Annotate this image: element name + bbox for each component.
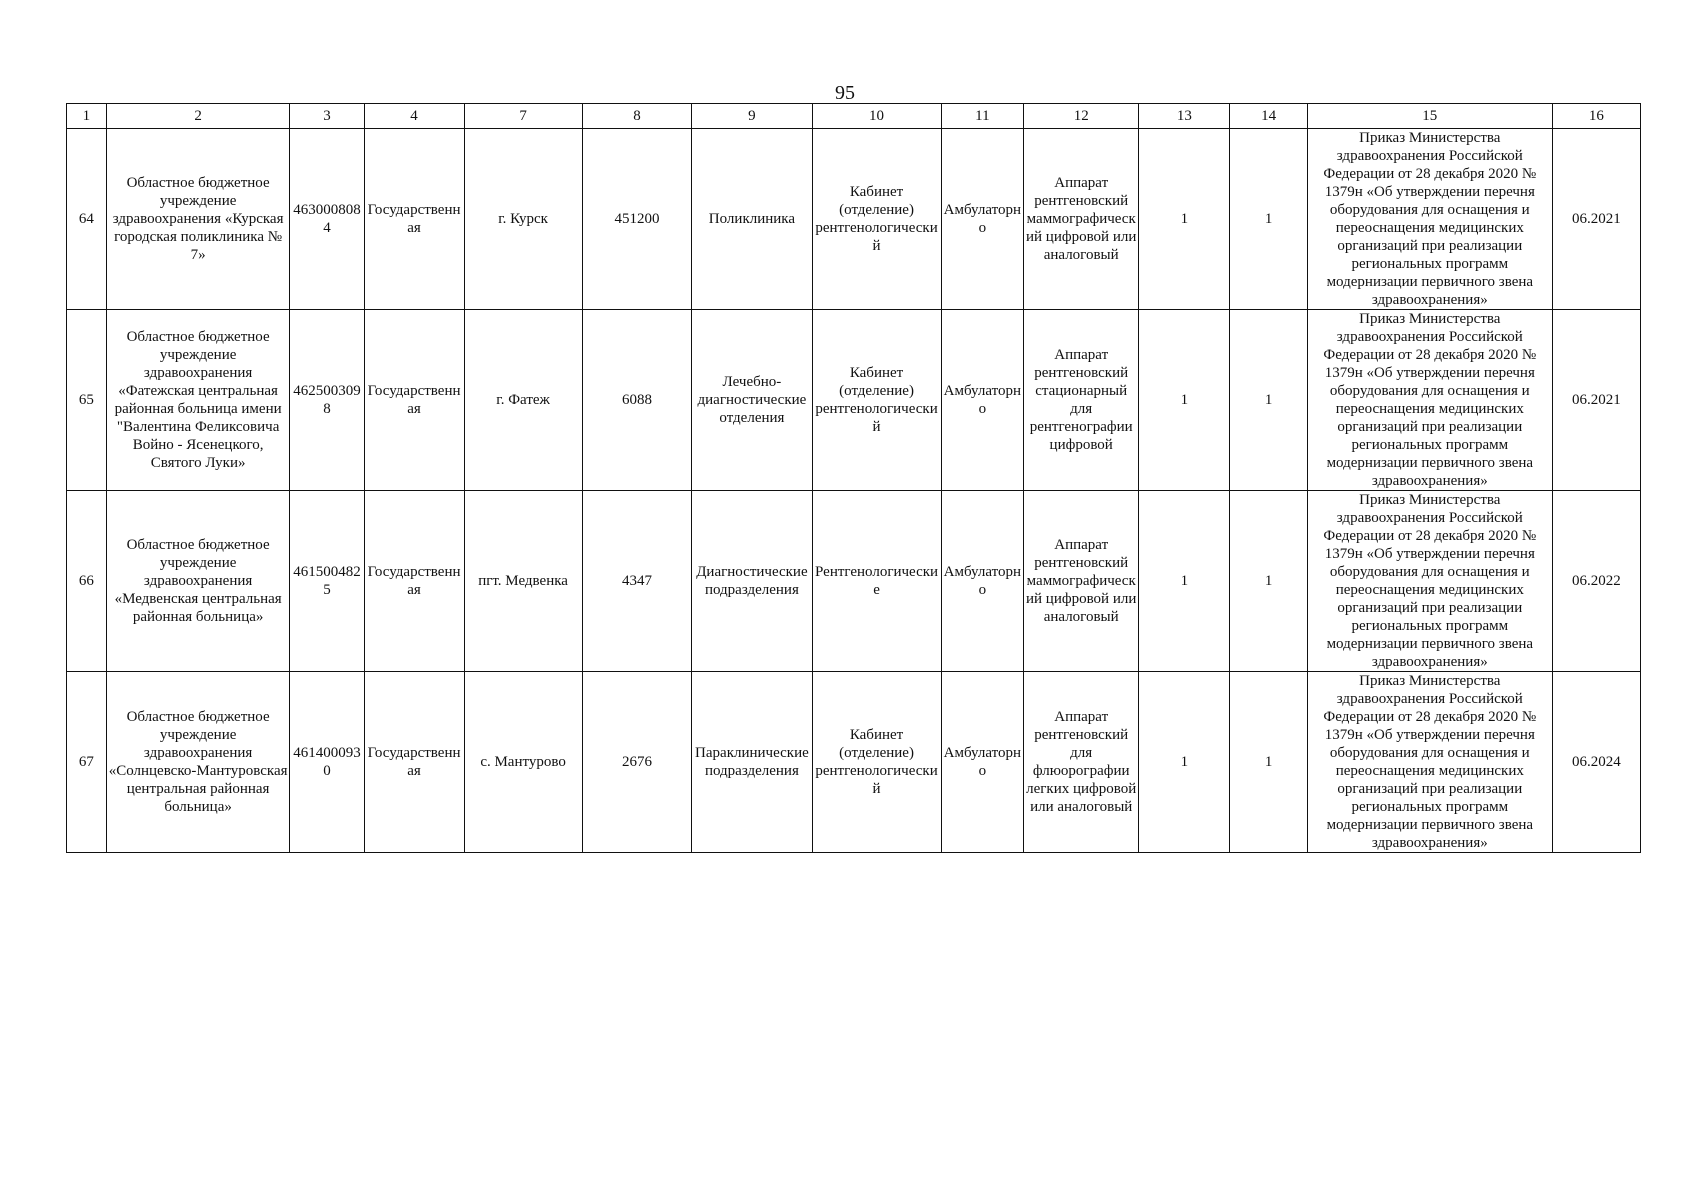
equipment-name: Аппарат рентгеновский маммографический цифровой или аналоговый [1024,491,1139,672]
institution-name: Областное бюджетное учреждение здравоохранения «Курская городская поликлиника № 7» [106,129,290,310]
deadline-date: 06.2024 [1552,672,1640,853]
care-form: Амбулаторно [941,672,1024,853]
quantity-14: 1 [1230,672,1307,853]
institution-name: Областное бюджетное учреждение здравоохранения «Фатежская центральная районная больница имени "Валентина Феликсовича Войно - Ясенецкого, Святого Луки» [106,310,290,491]
deadline-date: 06.2021 [1552,129,1640,310]
header-cell: 4 [364,104,464,129]
institution-code: 4614000930 [290,672,364,853]
quantity-14: 1 [1230,491,1307,672]
header-cell: 13 [1139,104,1230,129]
table-row [67,491,1641,672]
ownership-type: Государственная [364,491,464,672]
header-cell: 16 [1552,104,1640,129]
legal-basis: Приказ Министерства здравоохранения Российской Федерации от 28 декабря 2020 № 1379н «Об утверждении перечня оборудования для оснащения и переоснащения медицинских организаций при реализации региональных программ модернизации первичного звена здравоохранения» [1307,310,1552,491]
quantity-14: 1 [1230,129,1307,310]
header-cell: 15 [1307,104,1552,129]
ownership-type: Государственная [364,129,464,310]
equipment-name: Аппарат рентгеновский маммографический цифровой или аналоговый [1024,129,1139,310]
row-number: 65 [67,310,107,491]
header-cell: 7 [464,104,582,129]
ownership-type: Государственная [364,672,464,853]
legal-basis: Приказ Министерства здравоохранения Российской Федерации от 28 декабря 2020 № 1379н «Об утверждении перечня оборудования для оснащения и переоснащения медицинских организаций при реализации региональных программ модернизации первичного звена здравоохранения» [1307,129,1552,310]
header-cell: 10 [812,104,941,129]
care-form: Амбулаторно [941,310,1024,491]
department: Кабинет (отделение) рентгенологический [812,129,941,310]
population: 2676 [582,672,692,853]
header-cell: 2 [106,104,290,129]
equipment-name: Аппарат рентгеновский для флюорографии легких цифровой или аналоговый [1024,672,1139,853]
institution-name: Областное бюджетное учреждение здравоохранения «Медвенская центральная районная больница» [106,491,290,672]
department: Кабинет (отделение) рентгенологический [812,672,941,853]
row-number: 64 [67,129,107,310]
unit-type: Диагностические подразделения [692,491,812,672]
header-cell: 3 [290,104,364,129]
care-form: Амбулаторно [941,129,1024,310]
header-cell: 14 [1230,104,1307,129]
population: 451200 [582,129,692,310]
institution-name: Областное бюджетное учреждение здравоохранения «Солнцевско-Мантуровская центральная районная больница» [106,672,290,853]
equipment-name: Аппарат рентгеновский стационарный для рентгенографии цифровой [1024,310,1139,491]
page-number: 95 [835,82,855,104]
row-number: 66 [67,491,107,672]
institution-code: 4630008084 [290,129,364,310]
institution-code: 4615004825 [290,491,364,672]
department: Кабинет (отделение) рентгенологический [812,310,941,491]
locality: пгт. Медвенка [464,491,582,672]
legal-basis: Приказ Министерства здравоохранения Российской Федерации от 28 декабря 2020 № 1379н «Об утверждении перечня оборудования для оснащения и переоснащения медицинских организаций при реализации региональных программ модернизации первичного звена здравоохранения» [1307,491,1552,672]
quantity-13: 1 [1139,129,1230,310]
quantity-13: 1 [1139,672,1230,853]
header-row [67,104,1641,129]
row-number: 67 [67,672,107,853]
ownership-type: Государственная [364,310,464,491]
header-cell: 8 [582,104,692,129]
unit-type: Поликлиника [692,129,812,310]
table-row [67,310,1641,491]
quantity-13: 1 [1139,491,1230,672]
header-cell: 9 [692,104,812,129]
institution-code: 4625003098 [290,310,364,491]
quantity-14: 1 [1230,310,1307,491]
care-form: Амбулаторно [941,491,1024,672]
department: Рентгенологические [812,491,941,672]
population: 4347 [582,491,692,672]
legal-basis: Приказ Министерства здравоохранения Российской Федерации от 28 декабря 2020 № 1379н «Об утверждении перечня оборудования для оснащения и переоснащения медицинских организаций при реализации региональных программ модернизации первичного звена здравоохранения» [1307,672,1552,853]
deadline-date: 06.2021 [1552,310,1640,491]
deadline-date: 06.2022 [1552,491,1640,672]
locality: с. Мантурово [464,672,582,853]
equipment-registry-table [66,103,1641,853]
header-cell: 12 [1024,104,1139,129]
locality: г. Курск [464,129,582,310]
table-row [67,129,1641,310]
quantity-13: 1 [1139,310,1230,491]
locality: г. Фатеж [464,310,582,491]
unit-type: Параклинические подразделения [692,672,812,853]
header-cell: 11 [941,104,1024,129]
unit-type: Лечебно-диагностические отделения [692,310,812,491]
header-cell: 1 [67,104,107,129]
population: 6088 [582,310,692,491]
table-row [67,672,1641,853]
